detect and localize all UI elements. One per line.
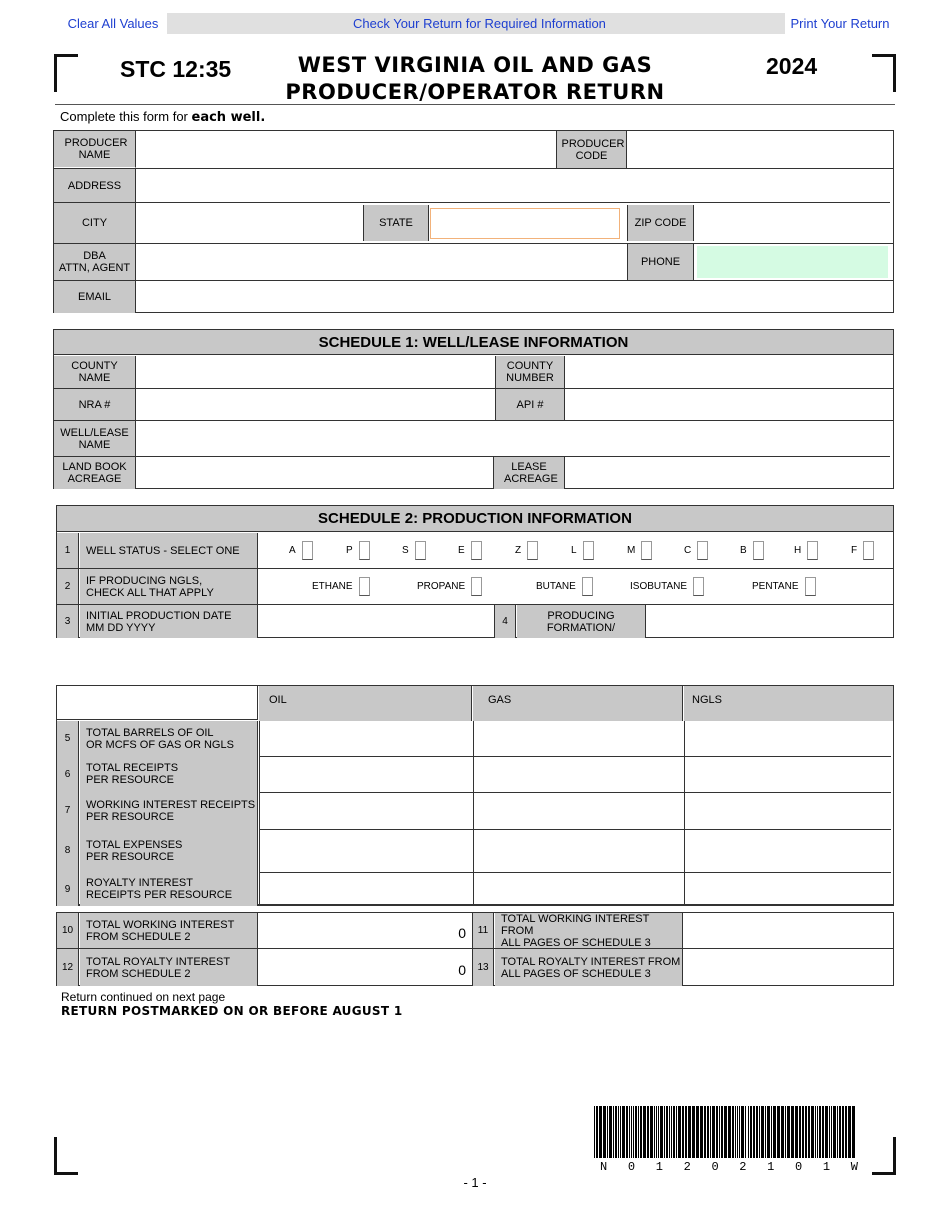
barcode-bar xyxy=(629,1106,630,1158)
ngl-option xyxy=(752,577,816,596)
resource-row-label xyxy=(80,721,258,756)
producer-section xyxy=(53,130,894,313)
well-status-checkbox[interactable] xyxy=(641,541,652,560)
ngl-option xyxy=(417,577,482,596)
barcode-char: 0 xyxy=(711,1160,719,1174)
barcode-char: N xyxy=(600,1160,608,1174)
well-lease-label xyxy=(54,421,136,456)
producer-name-field[interactable] xyxy=(137,131,555,168)
barcode-bar xyxy=(719,1106,720,1158)
resource-table xyxy=(56,685,894,906)
ngl-checkbox[interactable] xyxy=(582,577,593,596)
barcode-bar xyxy=(815,1106,816,1158)
barcode-bar xyxy=(647,1106,649,1158)
total-royalty-interest-sched3-label xyxy=(495,949,683,986)
well-status-checkbox[interactable] xyxy=(359,541,370,560)
county-number-field[interactable] xyxy=(566,356,894,388)
deadline-note: RETURN POSTMARKED ON OR BEFORE AUGUST 1 xyxy=(61,1004,403,1018)
total-royalty-interest-value[interactable]: 0 xyxy=(458,962,466,978)
schedule1-title: SCHEDULE 1: WELL/LEASE INFORMATION xyxy=(54,330,893,355)
email-label: EMAIL xyxy=(54,281,136,313)
well-status-option-label: P xyxy=(346,545,353,556)
resource-gas-field[interactable] xyxy=(473,792,683,829)
barcode-bar xyxy=(825,1106,828,1158)
well-status-option xyxy=(346,541,370,560)
label-line1: TOTAL WORKING INTEREST FROM xyxy=(501,912,650,937)
well-status-option-label: Z xyxy=(515,545,522,556)
total-working-interest-value[interactable]: 0 xyxy=(458,925,466,941)
barcode-bar xyxy=(696,1106,699,1158)
barcode-bar xyxy=(664,1106,665,1158)
line-number: 9 xyxy=(57,872,79,906)
barcode-char: 2 xyxy=(739,1160,747,1174)
resource-row-label xyxy=(80,872,258,906)
label-line2: PER RESOURCE xyxy=(86,774,175,786)
line-number: 1 xyxy=(57,533,79,568)
county-name-field[interactable] xyxy=(137,356,495,388)
well-status-option xyxy=(402,541,426,560)
resource-row-label xyxy=(80,756,258,792)
well-status-option-label: H xyxy=(794,545,802,556)
barcode-bar xyxy=(771,1106,772,1158)
resource-ngls-field[interactable] xyxy=(684,721,893,756)
barcode-bar xyxy=(737,1106,738,1158)
barcode-bar xyxy=(781,1106,784,1158)
county-name-label xyxy=(54,356,136,388)
barcode-bar xyxy=(643,1106,646,1158)
resource-gas-field[interactable] xyxy=(473,829,683,872)
barcode-bar xyxy=(631,1106,632,1158)
well-status-option xyxy=(458,541,482,560)
header-divider xyxy=(55,104,895,105)
barcode-bar xyxy=(650,1106,653,1158)
land-book-label-text: LAND BOOK ACREAGE xyxy=(62,461,127,485)
barcode-bar xyxy=(761,1106,764,1158)
barcode-bar xyxy=(756,1106,758,1158)
county-name-label-text: COUNTY NAME xyxy=(71,360,118,384)
barcode-bar xyxy=(658,1106,659,1158)
barcode-char: 2 xyxy=(683,1160,691,1174)
barcode-bar xyxy=(635,1106,637,1158)
producer-code-field[interactable] xyxy=(628,131,894,168)
well-status-option xyxy=(740,541,764,560)
crop-mark-top-right xyxy=(872,54,896,92)
continued-note: Return continued on next page xyxy=(61,990,226,1004)
city-label: CITY xyxy=(54,203,136,243)
line-number: 2 xyxy=(57,569,79,604)
ngl-option xyxy=(312,577,370,596)
barcode-bar xyxy=(622,1106,625,1158)
form-title-line1: WEST VIRGINIA OIL AND GAS xyxy=(297,53,653,77)
label-line2: OR MCFS OF GAS OR NGLS xyxy=(86,738,234,751)
barcode-bar xyxy=(837,1106,838,1158)
zip-field[interactable] xyxy=(695,203,894,243)
barcode-bar xyxy=(666,1106,668,1158)
well-status-option-label: E xyxy=(458,545,465,556)
barcode-bar xyxy=(739,1106,740,1158)
line-number: 8 xyxy=(57,829,79,872)
label-line2: FROM SCHEDULE 2 xyxy=(86,967,191,980)
well-status-option xyxy=(794,541,818,560)
crop-mark-bottom-left xyxy=(54,1137,78,1175)
well-status-checkbox[interactable] xyxy=(807,541,818,560)
resource-gas-field[interactable] xyxy=(473,721,683,756)
well-status-option xyxy=(289,541,313,560)
label-line1: ROYALTY INTEREST xyxy=(86,877,193,889)
total-royalty-interest-label xyxy=(80,949,258,986)
barcode-bar xyxy=(767,1106,770,1158)
barcode-bar xyxy=(795,1106,798,1158)
ngl-checkbox[interactable] xyxy=(693,577,704,596)
well-lease-field[interactable] xyxy=(137,421,894,456)
barcode-bar xyxy=(682,1106,684,1158)
barcode-bar xyxy=(716,1106,718,1158)
barcode-bar xyxy=(839,1106,841,1158)
total-royalty-interest-sched3-field[interactable] xyxy=(684,949,893,986)
well-status-checkbox[interactable] xyxy=(697,541,708,560)
resource-ngls-field[interactable] xyxy=(684,792,893,829)
barcode-bar xyxy=(724,1106,727,1158)
ngl-option-label: ETHANE xyxy=(312,581,353,592)
form-number: STC 12:35 xyxy=(120,56,232,82)
label-line1: TOTAL BARRELS OF OIL xyxy=(86,726,214,739)
line-number: 5 xyxy=(57,721,79,756)
barcode xyxy=(594,1106,859,1158)
producing-formation-label: PRODUCING FORMATION/ xyxy=(517,605,646,638)
initial-production-date-field[interactable] xyxy=(259,605,493,638)
barcode-bar xyxy=(735,1106,736,1158)
barcode-bar xyxy=(638,1106,639,1158)
barcode-bar xyxy=(688,1106,691,1158)
barcode-bar xyxy=(710,1106,711,1158)
barcode-bar xyxy=(808,1106,810,1158)
barcode-bar xyxy=(848,1106,851,1158)
land-book-field[interactable] xyxy=(137,457,493,489)
barcode-bar xyxy=(640,1106,642,1158)
line-number: 11 xyxy=(472,913,494,948)
schedule2-title: SCHEDULE 2: PRODUCTION INFORMATION xyxy=(57,506,893,532)
total-working-interest-sched3-field[interactable] xyxy=(684,913,893,948)
api-label: API # xyxy=(495,389,565,420)
address-label: ADDRESS xyxy=(54,169,136,202)
barcode-bar xyxy=(656,1106,657,1158)
producing-formation-field[interactable] xyxy=(647,605,893,638)
barcode-bar xyxy=(805,1106,807,1158)
page-number: - 1 - xyxy=(463,1175,487,1190)
initial-production-label-line2: MM DD YYYY xyxy=(86,621,156,634)
label-line2: FROM SCHEDULE 2 xyxy=(86,930,191,943)
barcode-char: 0 xyxy=(627,1160,636,1174)
tax-year: 2024 xyxy=(766,53,818,79)
barcode-bar xyxy=(671,1106,672,1158)
total-working-interest-sched3-label xyxy=(495,913,683,948)
well-status-option xyxy=(627,541,652,560)
barcode-bar xyxy=(704,1106,706,1158)
check-return-button[interactable]: Check Your Return for Required Information xyxy=(353,16,606,31)
line-number: 4 xyxy=(494,605,516,638)
dba-label xyxy=(54,244,136,280)
barcode-text xyxy=(600,1160,858,1174)
barcode-bar xyxy=(633,1106,634,1158)
well-status-checkbox[interactable] xyxy=(302,541,313,560)
well-status-option xyxy=(684,541,708,560)
label-line2: RECEIPTS PER RESOURCE xyxy=(86,889,233,901)
form-title xyxy=(270,52,680,106)
barcode-bar xyxy=(707,1106,709,1158)
line-number: 10 xyxy=(57,913,79,948)
resource-row-label xyxy=(80,792,258,829)
barcode-bar xyxy=(669,1106,670,1158)
resource-gas-field[interactable] xyxy=(473,756,683,792)
well-status-option-label: F xyxy=(851,545,858,556)
ngl-label-line1: IF PRODUCING NGLS, xyxy=(86,574,203,587)
barcode-bar xyxy=(819,1106,821,1158)
barcode-bar xyxy=(753,1106,755,1158)
barcode-bar xyxy=(741,1106,744,1158)
phone-label: PHONE xyxy=(627,244,694,280)
barcode-bar xyxy=(833,1106,836,1158)
resource-oil-field[interactable] xyxy=(259,829,472,872)
well-status-checkbox[interactable] xyxy=(471,541,482,560)
label-line2: ALL PAGES OF SCHEDULE 3 xyxy=(501,936,651,949)
resource-row-label xyxy=(80,829,258,872)
barcode-bar xyxy=(596,1106,598,1158)
initial-production-label-line1: INITIAL PRODUCTION DATE xyxy=(86,609,232,622)
nra-field[interactable] xyxy=(137,389,495,420)
barcode-bar xyxy=(811,1106,814,1158)
instruction-prefix: Complete this form for xyxy=(60,109,192,124)
producer-code-label-text: PRODUCER CODE xyxy=(561,137,625,162)
ngl-checkbox[interactable] xyxy=(471,577,482,596)
well-status-option-label: C xyxy=(684,545,692,556)
barcode-bar xyxy=(626,1106,628,1158)
ngl-option-label: ISOBUTANE xyxy=(630,581,688,592)
label-line2: PER RESOURCE xyxy=(86,810,175,823)
resource-oil-field[interactable] xyxy=(259,872,472,906)
barcode-bar xyxy=(791,1106,794,1158)
barcode-char: 0 xyxy=(795,1160,803,1174)
ngl-label-line2: CHECK ALL THAT APPLY xyxy=(86,586,214,599)
label-line2: ALL PAGES OF SCHEDULE 3 xyxy=(501,967,651,980)
barcode-bar xyxy=(750,1106,752,1158)
barcode-bar xyxy=(654,1106,655,1158)
barcode-char: W xyxy=(850,1160,858,1174)
barcode-bar xyxy=(817,1106,818,1158)
barcode-bar xyxy=(842,1106,844,1158)
clear-all-button[interactable]: Clear All Values xyxy=(55,13,167,34)
resource-oil-field[interactable] xyxy=(259,756,472,792)
barcode-bar xyxy=(594,1106,595,1158)
instruction-bold: each well. xyxy=(191,110,266,125)
barcode-char: 1 xyxy=(822,1160,831,1174)
ngl-option-label: BUTANE xyxy=(536,581,576,592)
well-status-checkbox[interactable] xyxy=(583,541,594,560)
crop-mark-bottom-right xyxy=(872,1137,896,1175)
totals-section xyxy=(56,912,894,986)
well-status-option xyxy=(515,541,538,560)
barcode-bar xyxy=(609,1106,612,1158)
producer-code-label xyxy=(556,131,627,168)
label-line2: PER RESOURCE xyxy=(86,850,175,863)
state-label: STATE xyxy=(363,205,429,241)
barcode-bar xyxy=(831,1106,832,1158)
line-number: 12 xyxy=(57,949,79,986)
city-field[interactable] xyxy=(137,203,363,243)
barcode-bar xyxy=(748,1106,749,1158)
schedule2-section xyxy=(56,505,894,638)
label-line1: TOTAL ROYALTY INTEREST xyxy=(86,955,231,968)
barcode-bar xyxy=(802,1106,804,1158)
instruction-text xyxy=(60,109,265,125)
barcode-char: 1 xyxy=(655,1160,663,1174)
barcode-bar xyxy=(700,1106,703,1158)
barcode-bar xyxy=(599,1106,602,1158)
barcode-bar xyxy=(678,1106,681,1158)
ngl-checkbox[interactable] xyxy=(359,577,370,596)
barcode-bar xyxy=(773,1106,776,1158)
barcode-bar xyxy=(603,1106,606,1158)
state-field[interactable] xyxy=(430,208,620,239)
well-status-option-label: L xyxy=(571,545,577,556)
lease-acreage-label-text: LEASE ACREAGE xyxy=(504,461,558,485)
line-number: 3 xyxy=(57,605,79,638)
line-number: 7 xyxy=(57,792,79,829)
well-status-option-label: A xyxy=(289,545,296,556)
producer-name-label xyxy=(54,131,136,168)
total-working-interest-label xyxy=(80,913,258,948)
barcode-bar xyxy=(787,1106,790,1158)
dba-label-line1: DBA xyxy=(83,250,106,262)
well-status-option-label: S xyxy=(402,545,409,556)
col-gas-header: GAS xyxy=(473,686,683,721)
col-oil-header: OIL xyxy=(259,686,472,721)
label-line1: TOTAL EXPENSES xyxy=(86,838,183,851)
barcode-bar xyxy=(660,1106,663,1158)
resource-oil-field[interactable] xyxy=(259,792,472,829)
barcode-bar xyxy=(845,1106,847,1158)
email-field[interactable] xyxy=(137,281,894,313)
well-status-checkbox[interactable] xyxy=(415,541,426,560)
well-lease-label-text: WELL/LEASE NAME xyxy=(60,426,129,451)
ngl-option xyxy=(536,577,593,596)
resource-oil-field[interactable] xyxy=(259,721,472,756)
producer-name-label-text: PRODUCER NAME xyxy=(64,137,128,161)
toolbar xyxy=(55,13,895,34)
lease-acreage-field[interactable] xyxy=(566,457,894,489)
print-return-button[interactable]: Print Your Return xyxy=(785,13,895,34)
barcode-bar xyxy=(692,1106,695,1158)
barcode-bar xyxy=(765,1106,766,1158)
well-status-checkbox[interactable] xyxy=(753,541,764,560)
barcode-bar xyxy=(620,1106,621,1158)
barcode-bar xyxy=(673,1106,675,1158)
ngl-option-label: PROPANE xyxy=(417,581,466,592)
crop-mark-top-left xyxy=(54,54,78,92)
barcode-bar xyxy=(799,1106,801,1158)
barcode-bar xyxy=(745,1106,746,1158)
barcode-bar xyxy=(759,1106,760,1158)
barcode-bar xyxy=(618,1106,619,1158)
resource-ngls-field[interactable] xyxy=(684,829,893,872)
nra-label: NRA # xyxy=(54,389,136,420)
resource-ngls-field[interactable] xyxy=(684,756,893,792)
barcode-bar xyxy=(785,1106,786,1158)
api-field[interactable] xyxy=(566,389,894,420)
well-status-label: WELL STATUS - SELECT ONE xyxy=(80,533,258,568)
label-line1: TOTAL WORKING INTEREST xyxy=(86,918,235,931)
dba-label-line2: ATTN, AGENT xyxy=(58,262,131,274)
barcode-bar xyxy=(685,1106,687,1158)
dba-field[interactable] xyxy=(137,244,626,280)
lease-acreage-label xyxy=(493,457,565,489)
schedule1-section xyxy=(53,329,894,489)
well-status-checkbox[interactable] xyxy=(527,541,538,560)
line-number: 6 xyxy=(57,756,79,792)
label-line1: TOTAL ROYALTY INTEREST FROM xyxy=(501,955,681,968)
ngl-option xyxy=(630,577,704,596)
initial-production-label xyxy=(80,605,258,638)
county-number-label-text: COUNTY NUMBER xyxy=(506,360,554,384)
label-line1: WORKING INTEREST RECEIPTS xyxy=(86,798,256,811)
ngl-label xyxy=(80,569,258,604)
phone-field[interactable] xyxy=(697,246,888,278)
barcode-bar xyxy=(607,1106,608,1158)
county-number-label xyxy=(495,356,565,388)
barcode-bar xyxy=(712,1106,715,1158)
barcode-bar xyxy=(721,1106,723,1158)
barcode-bar xyxy=(613,1106,614,1158)
well-status-option-label: B xyxy=(740,545,747,556)
form-title-line2: PRODUCER/OPERATOR RETURN xyxy=(285,80,665,104)
barcode-bar xyxy=(822,1106,824,1158)
land-book-label xyxy=(54,457,136,489)
barcode-bar xyxy=(732,1106,734,1158)
well-status-option xyxy=(571,541,594,560)
resource-gas-field[interactable] xyxy=(473,872,683,906)
barcode-bar xyxy=(829,1106,830,1158)
address-field[interactable] xyxy=(137,169,894,202)
line-number: 13 xyxy=(472,949,494,986)
barcode-bar xyxy=(615,1106,617,1158)
resource-ngls-field[interactable] xyxy=(684,872,893,906)
col-ngls-header: NGLS xyxy=(684,686,893,721)
well-status-option-label: M xyxy=(627,545,636,556)
well-status-option xyxy=(851,541,874,560)
barcode-bar xyxy=(777,1106,780,1158)
label-line1: TOTAL RECEIPTS xyxy=(86,762,179,774)
ngl-checkbox[interactable] xyxy=(805,577,816,596)
barcode-bar xyxy=(852,1106,855,1158)
well-status-checkbox[interactable] xyxy=(863,541,874,560)
barcode-bar xyxy=(728,1106,731,1158)
barcode-char: 1 xyxy=(767,1160,775,1174)
barcode-bar xyxy=(676,1106,677,1158)
ngl-option-label: PENTANE xyxy=(752,581,799,592)
zip-label: ZIP CODE xyxy=(627,205,694,241)
resource-table-corner xyxy=(57,686,258,720)
